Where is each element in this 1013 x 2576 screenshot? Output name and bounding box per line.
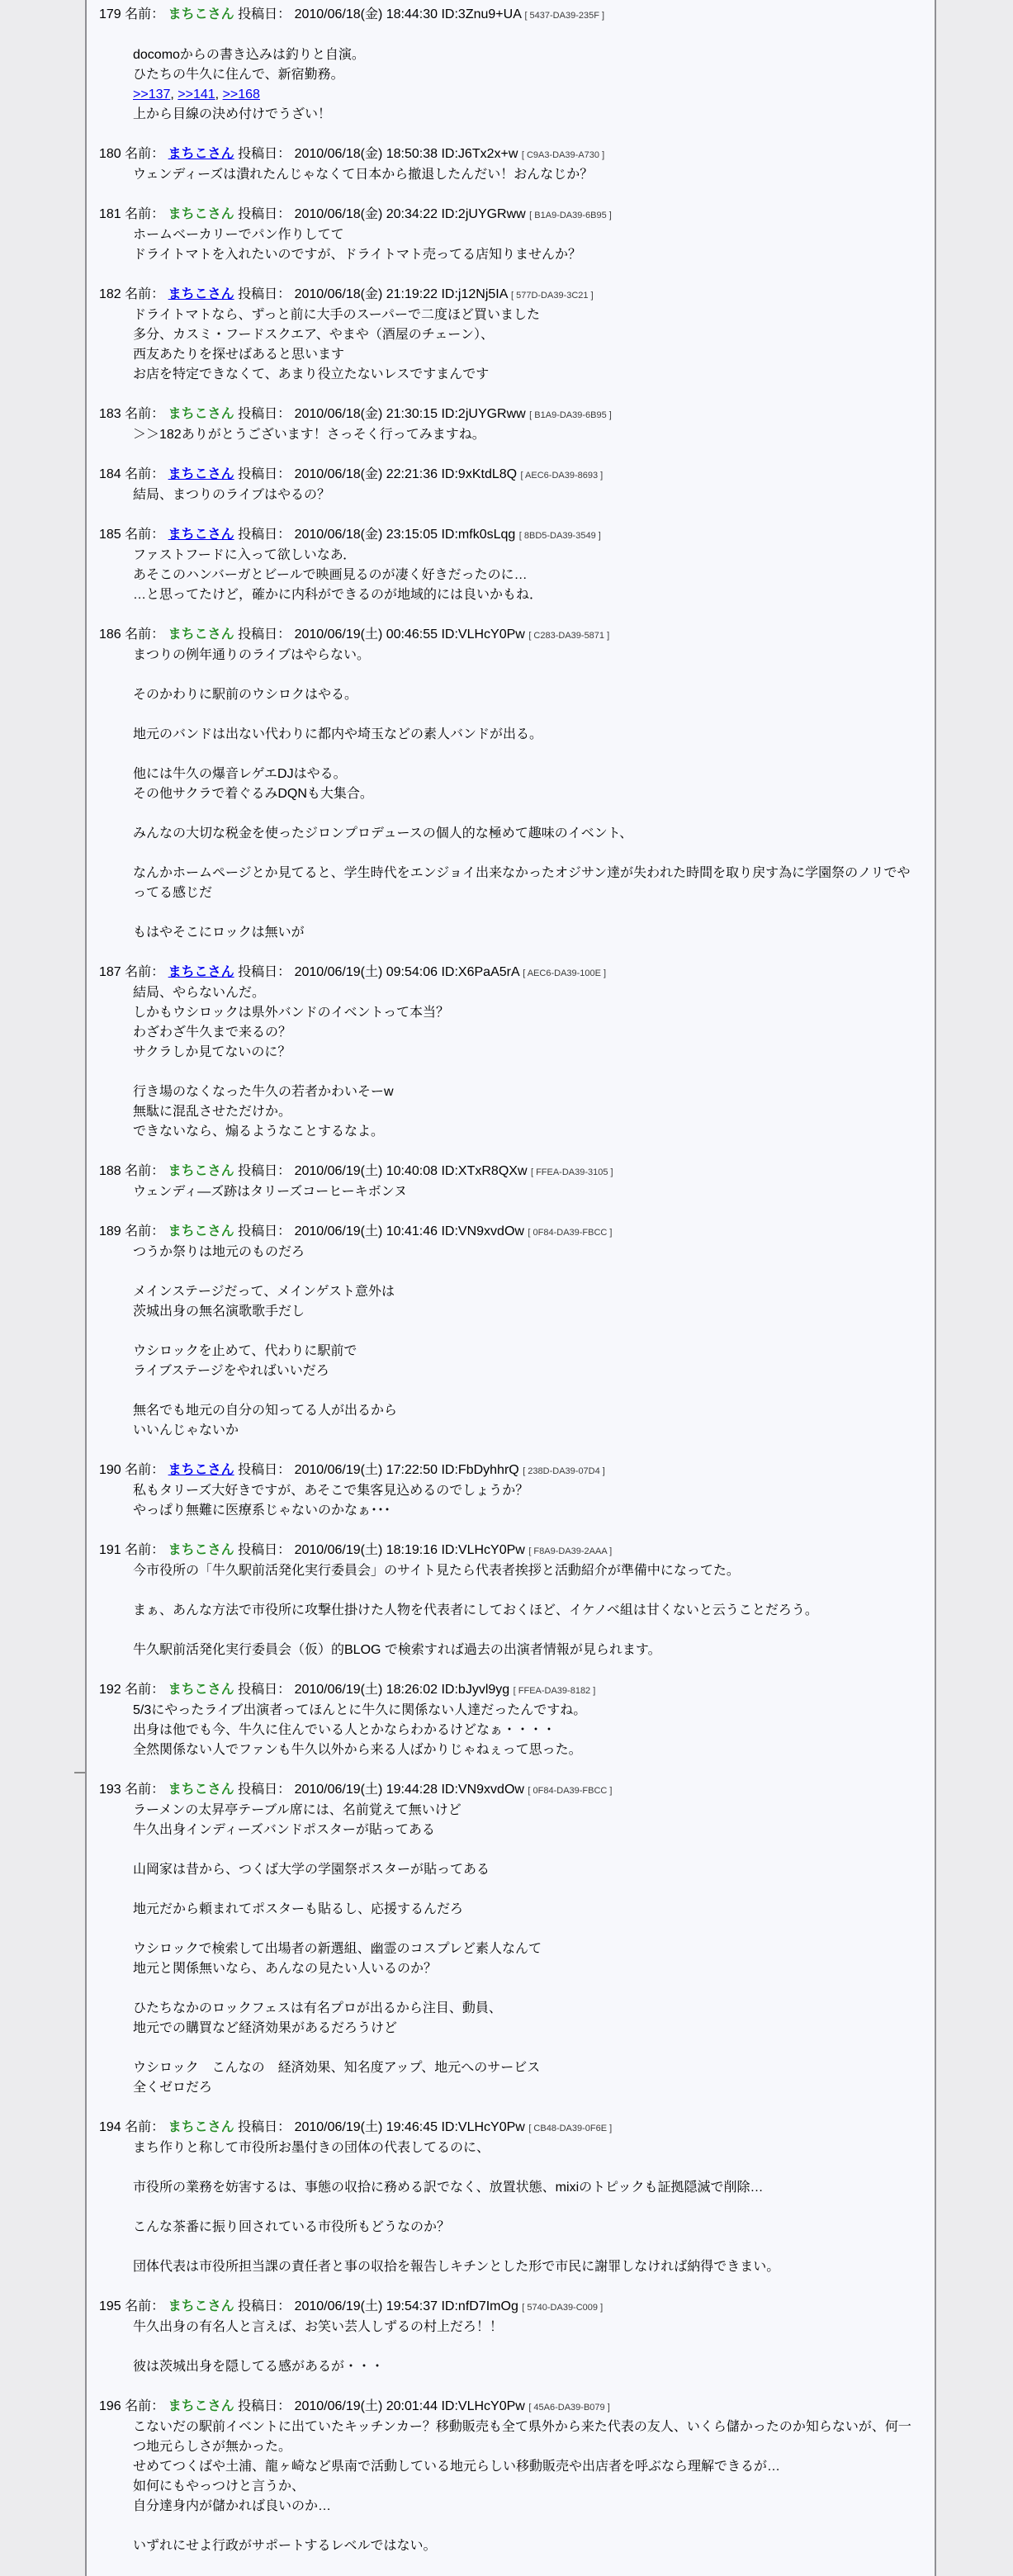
post-date: 2010/06/18(金) 21:30:15	[294, 407, 438, 421]
post-body-line: 無駄に混乱させただけか。	[133, 1105, 292, 1119]
post-body-line: ひたちなかのロックフェスは有名プロが出るから注目、動員、	[133, 2001, 502, 2015]
post-196	[87, 2397, 935, 2556]
post-header	[87, 405, 935, 425]
post-body	[133, 1701, 923, 1760]
post-body-line: ウシロック こんなの 経済効果、知名度アップ、地元へのサービス	[133, 2061, 541, 2075]
post-body-line: 彼は茨城出身を隠してる感があるが・・・	[133, 2360, 385, 2374]
post-body-line: ライブステージをやればいいだろ	[133, 1364, 329, 1378]
post-id: ID:bJyvl9yg	[441, 1683, 510, 1697]
post-header	[87, 2397, 935, 2417]
post-body-line: ホームベーカリーでパン作りしてて	[133, 228, 344, 242]
post-body-line: いずれにせよ行政がサポートするレベルではない。	[133, 2539, 437, 2553]
post-number: 187	[99, 965, 121, 979]
post-header	[87, 1541, 935, 1561]
anchor-link[interactable]: >>141	[178, 88, 215, 102]
name-label: 名前：	[125, 1543, 165, 1557]
post-186	[87, 625, 935, 943]
post-id: ID:2jUYGRww	[441, 407, 526, 421]
post-tag: [ AEC6-DA39-8693 ]	[520, 471, 604, 481]
post-body-line: 地元と関係無いなら、あんなの見たい人いるのか？	[133, 1962, 438, 1976]
post-tag: [ 8BD5-DA39-3549 ]	[518, 531, 601, 541]
post-id: ID:VLHcY0Pw	[441, 2120, 525, 2134]
date-label: 投稿日：	[238, 2299, 291, 2313]
name-label: 名前：	[125, 1164, 165, 1178]
post-body-line: できないなら、煽るようなことするなよ。	[133, 1125, 385, 1139]
name-label: 名前：	[125, 1224, 165, 1238]
post-tag: [ FFEA-DA39-8182 ]	[513, 1686, 596, 1696]
post-tag: [ 238D-DA39-07D4 ]	[523, 1466, 605, 1476]
poster-name-link[interactable]: まちこさん	[168, 147, 234, 161]
post-date: 2010/06/19(土) 09:54:06	[294, 965, 438, 979]
post-date: 2010/06/19(土) 00:46:55	[294, 627, 438, 642]
post-body	[133, 983, 923, 1142]
date-label: 投稿日：	[238, 1543, 291, 1557]
post-body-line: ウェンディーズは潰れたんじゃなくて日本から撤退したんだい！おんなじか？	[133, 168, 594, 182]
post-body-line: みんなの大切な税金を使ったジロンプロデュースの個人的な極めて趣味のイベント、	[133, 826, 633, 841]
post-body-line	[133, 1979, 923, 1999]
post-195	[87, 2297, 935, 2377]
post-body-line: docomoからの書き込みは釣りと自演。	[133, 48, 365, 62]
post-body-line: なんかホームページとか見てると、学生時代をエンジョイ出来なかったオジサン達が失われた時間を取り戻す為に学園祭のノリでやってる感じだ	[133, 866, 911, 900]
post-header	[87, 1222, 935, 1243]
post-181	[87, 205, 935, 265]
post-body	[133, 2417, 923, 2556]
post-header	[87, 1780, 935, 1801]
date-label: 投稿日：	[238, 2399, 291, 2413]
post-number: 183	[99, 407, 121, 421]
post-body-line	[133, 2158, 923, 2178]
date-label: 投稿日：	[238, 407, 291, 421]
post-tag: [ C9A3-DA39-A730 ]	[521, 150, 605, 160]
post-body-line: >>137, >>141, >>168	[133, 88, 260, 102]
post-date: 2010/06/19(土) 19:46:45	[294, 2120, 438, 2134]
name-label: 名前：	[125, 627, 165, 642]
post-body-line: 結局、やらないんだ。	[133, 986, 266, 1000]
post-header	[87, 1680, 935, 1701]
post-body-line	[133, 705, 923, 725]
post-body-line: 出身は他でも今、牛久に住んでいる人とかならわかるけどなぁ・・・・	[133, 1723, 556, 1737]
post-body-line: 山岡家は昔から、つくば大学の学園祭ポスターが貼ってある	[133, 1863, 490, 1877]
post-body	[133, 225, 923, 265]
date-label: 投稿日：	[238, 467, 291, 481]
post-body	[133, 546, 923, 605]
post-body	[133, 425, 923, 445]
post-body-line: 全くゼロだろ	[133, 2081, 213, 2095]
post-id: ID:XTxR8QXw	[441, 1164, 528, 1178]
poster-name: まちこさん	[168, 207, 234, 221]
post-body-line: その他サクラで着ぐるみDQNも大集合。	[133, 787, 373, 801]
post-id: ID:3Znu9+UA	[441, 7, 521, 21]
post-body-line: そのかわりに駅前のウシロクはやる。	[133, 688, 358, 702]
post-date: 2010/06/18(金) 18:50:38	[294, 147, 438, 161]
post-body-line: ラーメンの太昇亭テーブル席には、名前覚えて無いけど	[133, 1803, 462, 1817]
post-number: 182	[99, 287, 121, 301]
post-193	[87, 1780, 935, 2098]
post-header	[87, 525, 935, 546]
post-body-line: 自分達身内が儲かれば良いのか…	[133, 2499, 332, 2513]
date-label: 投稿日：	[238, 2120, 291, 2134]
post-date: 2010/06/19(土) 17:22:50	[294, 1463, 438, 1477]
post-id: ID:FbDyhhrQ	[441, 1463, 519, 1477]
post-body-line: 如何にもやっつけと言うか、	[133, 2479, 305, 2493]
post-body-line: 多分、カスミ・フードスクエア、やまや（酒屋のチェーン）、	[133, 328, 494, 342]
post-185	[87, 525, 935, 605]
post-body	[133, 1801, 923, 2098]
poster-name: まちこさん	[168, 2120, 234, 2134]
post-date: 2010/06/19(土) 19:54:37	[294, 2299, 438, 2313]
date-label: 投稿日：	[238, 627, 291, 642]
thread-content-column	[85, 0, 936, 2576]
post-body-line: やっぱり無難に医療系じゃないのかなぁ･･･	[133, 1503, 391, 1518]
post-header	[87, 465, 935, 485]
post-188	[87, 1162, 935, 1202]
post-body-line: 牛久駅前活発化実行委員会（仮）的BLOG で検索すれば過去の出演者情報が見られます。	[133, 1643, 661, 1657]
post-body-line: あそこのハンバーガとビールで映画見るのが凄く好きだったのに…	[133, 568, 528, 582]
post-body	[133, 1481, 923, 1521]
name-label: 名前：	[125, 2120, 165, 2134]
post-date: 2010/06/18(金) 18:44:30	[294, 7, 438, 21]
post-body-line	[133, 745, 923, 765]
date-label: 投稿日：	[238, 1224, 291, 1238]
post-tag: [ FFEA-DA39-3105 ]	[530, 1167, 613, 1177]
date-label: 投稿日：	[238, 1463, 291, 1477]
anchor-link[interactable]: >>168	[222, 88, 260, 102]
post-date: 2010/06/19(土) 19:44:28	[294, 1783, 438, 1797]
post-191	[87, 1541, 935, 1660]
post-body-line: …と思ってたけど，確かに内科ができるのが地域的には良いかもね．	[133, 588, 543, 602]
post-date: 2010/06/19(土) 18:26:02	[294, 1683, 438, 1697]
post-body-line	[133, 2039, 923, 2058]
name-label: 名前：	[125, 1463, 165, 1477]
post-body-line: こないだの駅前イベントに出ていたキッチンカー？移動販売も全て県外から来た代表の友人、いくら儲かったのか知らないが、何一つ地元らしさが無かった。	[133, 2420, 911, 2454]
post-header	[87, 2118, 935, 2138]
post-number: 191	[99, 1543, 121, 1557]
poster-name: まちこさん	[168, 1683, 234, 1697]
date-label: 投稿日：	[238, 287, 291, 301]
post-header	[87, 1461, 935, 1481]
post-id: ID:J6Tx2x+w	[441, 147, 518, 161]
post-body-line: 結局、まつりのライブはやるの？	[133, 488, 331, 502]
post-tag: [ 5740-DA39-C009 ]	[522, 2303, 604, 2313]
post-body-line	[133, 1581, 923, 1601]
name-label: 名前：	[125, 7, 165, 21]
post-body-line	[133, 1322, 923, 1342]
post-body-line: メインステージだって、メインゲスト意外は	[133, 1285, 395, 1299]
post-body-line: ウェンディ―ズ跡はタリーズコーヒーキボンヌ	[133, 1185, 408, 1199]
post-tag: [ F8A9-DA39-2AAA ]	[528, 1546, 613, 1556]
post-id: ID:VN9xvdOw	[441, 1224, 524, 1238]
post-tag: [ CB48-DA39-0F6E ]	[528, 2124, 613, 2133]
post-header	[87, 205, 935, 225]
name-label: 名前：	[125, 1783, 165, 1797]
post-number: 186	[99, 627, 121, 642]
post-body-line: せめてつくばや土浦、龍ヶ崎など県南で活動している地元らしい移動販売や出店者を呼ぶなら理解できるが…	[133, 2460, 781, 2474]
post-body-line: 私もタリーズ大好きですが、あそこで集客見込めるのでしょうか？	[133, 1484, 529, 1498]
post-body-line	[133, 1920, 923, 1939]
poster-name: まちこさん	[168, 1164, 234, 1178]
post-body-line	[133, 804, 923, 824]
post-body-line	[133, 844, 923, 864]
post-body-line: 5/3にやったライブ出演者ってほんとに牛久に関係ない人達だったんですね。	[133, 1703, 587, 1717]
post-body-line: 全然関係ない人でファンも牛久以外から来る人ばかりじゃねぇって思った。	[133, 1743, 582, 1757]
post-id: ID:mfk0sLqg	[441, 528, 516, 542]
post-header	[87, 1162, 935, 1182]
post-number: 194	[99, 2120, 121, 2134]
post-184	[87, 465, 935, 505]
poster-name: まちこさん	[168, 2299, 234, 2313]
post-182	[87, 285, 935, 385]
post-tag: [ 5437-DA39-235F ]	[524, 11, 605, 21]
post-body-line: 他には牛久の爆音レゲエDJはやる。	[133, 767, 347, 781]
post-tag: [ AEC6-DA39-100E ]	[523, 968, 607, 978]
post-tag: [ 0F84-DA39-FBCC ]	[528, 1786, 613, 1796]
post-body	[133, 1243, 923, 1441]
post-body-line	[133, 2237, 923, 2257]
post-number: 192	[99, 1683, 121, 1697]
post-body-line	[133, 2337, 923, 2357]
date-label: 投稿日：	[238, 1164, 291, 1178]
name-label: 名前：	[125, 528, 165, 542]
post-body-line: 上から目線の決め付けでうざい！	[133, 107, 332, 121]
post-date: 2010/06/18(金) 22:21:36	[294, 467, 438, 481]
post-body-line: ウシロックを止めて、代わりに駅前で	[133, 1344, 357, 1358]
post-number: 181	[99, 207, 121, 221]
date-label: 投稿日：	[238, 528, 291, 542]
post-body-line: ドライトマトを入れたいのですが、ドライトマト売ってる店知りませんか？	[133, 248, 582, 262]
post-body-line: 団体代表は市役所担当課の責任者と事の収拾を報告しキチンとした形で市民に謝罪しなければ納得できまい。	[133, 2260, 780, 2274]
poster-name: まちこさん	[168, 1543, 234, 1557]
post-body-line: わざわざ牛久まで来るの？	[133, 1025, 292, 1039]
post-number: 179	[99, 7, 121, 21]
post-body-line	[133, 665, 923, 685]
post-date: 2010/06/18(金) 23:15:05	[294, 528, 438, 542]
post-body	[133, 646, 923, 943]
post-body	[133, 2138, 923, 2277]
post-header	[87, 2297, 935, 2318]
post-body-line: 地元での購買など経済効果があるだろうけど	[133, 2021, 398, 2035]
post-body-line	[133, 26, 923, 45]
post-body-line	[133, 1840, 923, 1860]
post-id: ID:nfD7ImOg	[441, 2299, 518, 2313]
post-179	[87, 5, 935, 125]
post-187	[87, 963, 935, 1142]
post-date: 2010/06/19(土) 10:40:08	[294, 1164, 438, 1178]
post-body-line: 地元のバンドは出ない代わりに都内や埼玉などの素人バンドが出る。	[133, 727, 543, 741]
post-body-line: ＞＞182ありがとうございます！さっそく行ってみますね。	[133, 428, 485, 442]
post-body-line: ひたちの牛久に住んで、新宿勤務。	[133, 68, 344, 82]
post-id: ID:9xKtdL8Q	[441, 467, 518, 481]
name-label: 名前：	[125, 965, 165, 979]
name-label: 名前：	[125, 147, 165, 161]
post-header	[87, 625, 935, 646]
post-body-line	[133, 1880, 923, 1900]
post-body	[133, 1182, 923, 1202]
post-190	[87, 1461, 935, 1521]
poster-name: まちこさん	[168, 7, 234, 21]
post-body-line: まち作りと称して市役所お墨付きの団体の代表してるのに、	[133, 2141, 490, 2155]
name-label: 名前：	[125, 287, 165, 301]
post-header	[87, 963, 935, 983]
post-number: 195	[99, 2299, 121, 2313]
post-body	[133, 485, 923, 505]
post-date: 2010/06/18(金) 21:19:22	[294, 287, 438, 301]
poster-name: まちこさん	[168, 1783, 234, 1797]
post-body-line: ドライトマトなら、ずっと前に大手のスーパーで二度ほど買いました	[133, 308, 540, 322]
post-header	[87, 144, 935, 165]
post-id: ID:j12Nj5IA	[441, 287, 508, 301]
post-192	[87, 1680, 935, 1760]
post-body-line: 市役所の業務を妨害するは、事態の収拾に務める訳でなく、放置状態、mixiのトピックも証拠隠滅で削除…	[133, 2181, 764, 2195]
date-label: 投稿日：	[238, 147, 291, 161]
post-body-line: 行き場のなくなった牛久の若者かわいそーw	[133, 1085, 394, 1099]
post-id: ID:X6PaA5rA	[441, 965, 519, 979]
post-number: 193	[99, 1783, 121, 1797]
post-body-line: つうか祭りは地元のものだろ	[133, 1245, 305, 1259]
date-label: 投稿日：	[238, 1683, 291, 1697]
post-number: 185	[99, 528, 121, 542]
date-label: 投稿日：	[238, 1783, 291, 1797]
post-body-line: お店を特定できなくて、あまり役立たないレスですまんです	[133, 367, 490, 381]
post-body-line: 牛久出身の有名人と言えば、お笑い芸人しずるの村上だろ！！	[133, 2320, 504, 2334]
post-tag: [ B1A9-DA39-6B95 ]	[529, 211, 612, 220]
post-number: 184	[99, 467, 121, 481]
poster-name-link[interactable]: まちこさん	[168, 467, 234, 481]
post-id: ID:VLHcY0Pw	[441, 2399, 525, 2413]
post-id: ID:VLHcY0Pw	[441, 627, 525, 642]
post-body-line: 無名でも地元の自分の知ってる人が出るから	[133, 1404, 398, 1418]
post-number: 196	[99, 2399, 121, 2413]
post-body-line: まつりの例年通りのライブはやらない。	[133, 648, 371, 662]
poster-name-link[interactable]: まちこさん	[168, 287, 234, 301]
post-tag: [ 0F84-DA39-FBCC ]	[528, 1228, 613, 1238]
post-date: 2010/06/18(金) 20:34:22	[294, 207, 438, 221]
post-id: ID:2jUYGRww	[441, 207, 526, 221]
name-label: 名前：	[125, 207, 165, 221]
date-label: 投稿日：	[238, 207, 291, 221]
post-number: 188	[99, 1164, 121, 1178]
post-body	[133, 165, 923, 185]
post-body-line	[133, 1621, 923, 1641]
post-id: ID:VLHcY0Pw	[441, 1543, 525, 1557]
post-body-line: ウシロックで検索して出場者の新選組、幽霊のコスプレど素人なんて	[133, 1942, 542, 1956]
post-header	[87, 5, 935, 26]
post-header	[87, 285, 935, 305]
post-body-line: しかもウシロックは県外バンドのイベントって本当？	[133, 1006, 450, 1020]
post-body-line: 地元だから頼まれてポスターも貼るし、応援するんだろ	[133, 1902, 464, 1916]
post-body-line: 今市役所の「牛久駅前活発化実行委員会」のサイト見たら代表者挨拶と活動紹介が準備中になってた。	[133, 1564, 740, 1578]
post-date: 2010/06/19(土) 20:01:44	[294, 2399, 438, 2413]
post-body-line	[133, 1262, 923, 1282]
post-body-line: こんな茶番に振り回されている市役所もどうなのか？	[133, 2220, 451, 2234]
post-body	[133, 26, 923, 125]
name-label: 名前：	[125, 467, 165, 481]
post-number: 190	[99, 1463, 121, 1477]
post-body-line	[133, 2517, 923, 2536]
post-body	[133, 305, 923, 385]
poster-name: まちこさん	[168, 407, 234, 421]
post-189	[87, 1222, 935, 1441]
post-body-line: いいんじゃないか	[133, 1423, 239, 1437]
poster-name: まちこさん	[168, 1224, 234, 1238]
post-body-line: 西友あたりを探せばあると思います	[133, 348, 345, 362]
post-body-line: 牛久出身インディーズバンドポスターが貼ってある	[133, 1823, 435, 1837]
name-label: 名前：	[125, 407, 165, 421]
post-body-line: もはやそこにロックは無いが	[133, 926, 305, 940]
thread-post-list	[87, 5, 935, 2556]
post-tag: [ 45A6-DA39-B079 ]	[528, 2403, 610, 2413]
poster-name-link[interactable]: まちこさん	[168, 1463, 234, 1477]
post-body-line	[133, 1063, 923, 1082]
post-tag: [ C283-DA39-5871 ]	[528, 631, 610, 641]
post-number: 180	[99, 147, 121, 161]
name-label: 名前：	[125, 2299, 165, 2313]
margin-dash-mark	[74, 1772, 86, 1773]
post-body-line	[133, 1381, 923, 1401]
poster-name: まちこさん	[168, 2399, 234, 2413]
post-tag: [ 577D-DA39-3C21 ]	[510, 291, 594, 301]
anchor-link[interactable]: >>137	[133, 88, 171, 102]
date-label: 投稿日：	[238, 965, 291, 979]
post-body-line: ファストフードに入って欲しいなあ．	[133, 548, 357, 562]
post-number: 189	[99, 1224, 121, 1238]
post-body-line: サクラしか見てないのに？	[133, 1045, 291, 1059]
post-date: 2010/06/19(土) 10:41:46	[294, 1224, 438, 1238]
name-label: 名前：	[125, 2399, 165, 2413]
post-body-line: 茨城出身の無名演歌歌手だし	[133, 1305, 305, 1319]
post-183	[87, 405, 935, 445]
post-body	[133, 1561, 923, 1660]
date-label: 投稿日：	[238, 7, 291, 21]
name-label: 名前：	[125, 1683, 165, 1697]
poster-name: まちこさん	[168, 627, 234, 642]
post-body	[133, 2318, 923, 2377]
post-180	[87, 144, 935, 185]
post-date: 2010/06/19(土) 18:19:16	[294, 1543, 438, 1557]
post-body-line: まぁ、あんな方法で市役所に攻撃仕掛けた人物を代表者にしておくほど、イケノベ組は甘くないと云うことだろう。	[133, 1603, 818, 1617]
post-tag: [ B1A9-DA39-6B95 ]	[529, 410, 612, 420]
post-body-line	[133, 2198, 923, 2218]
poster-name-link[interactable]: まちこさん	[168, 965, 234, 979]
poster-name-link[interactable]: まちこさん	[168, 528, 234, 542]
post-body-line	[133, 903, 923, 923]
post-id: ID:VN9xvdOw	[441, 1783, 524, 1797]
post-194	[87, 2118, 935, 2277]
